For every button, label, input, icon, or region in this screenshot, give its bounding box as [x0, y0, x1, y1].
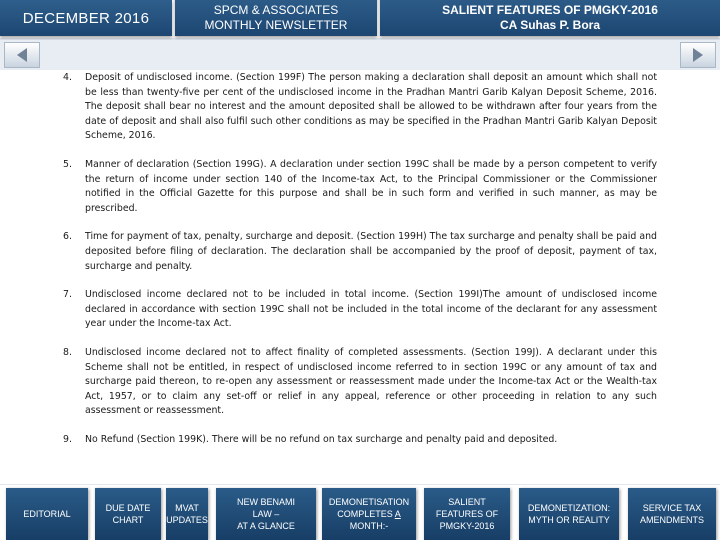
list-item	[63, 158, 657, 216]
item-text: Time for payment of tax, penalty, surcharge and deposit. (Section 199H) The tax surcharge and penalty shall be paid and deposited before filing of declaration. The declaration shall be accompanied by the proof of deposit, payment of tax, surcharge and penalty.	[85, 231, 657, 272]
article-heading: SALIENT FEATURES OF PMGKY-2016	[442, 3, 658, 17]
article-author: CA Suhas P. Bora	[499, 18, 601, 32]
item-text: Undisclosed income declared not to be included in total income. (Section 199I)The amount of undisclosed income declared in accordance with section 199C shall not be included in the total income of the declarant for any assessment year under the Income-tax Act.	[85, 289, 657, 330]
benami-label: NEW BENAMI LAW – AT A GLANCE	[236, 497, 295, 531]
demonetisation-label	[329, 496, 409, 532]
item-text: Manner of declaration (Section 199G). A declaration under section 199C shall be made by a person competent to verify the return of income under section 140 of the Income-tax Act, to the Principal Commissioner or the Commissioner notified in the Official Gazette for this purpose and shall be in such form and verified in such manner, as may be prescribed.	[85, 158, 657, 214]
next-page-button[interactable]	[680, 42, 716, 68]
benami-law-link[interactable]	[216, 488, 316, 540]
list-item	[63, 230, 657, 274]
myth-or-reality-link[interactable]	[519, 488, 619, 540]
article-body	[0, 70, 720, 484]
editorial-label: EDITORIAL	[23, 509, 71, 519]
triangle-left-icon	[15, 47, 29, 63]
previous-page-button[interactable]	[4, 42, 40, 68]
firm-name: SPCM & ASSOCIATES	[213, 3, 339, 17]
salient-label: SALIENT FEATURES OF PMGKY-2016	[435, 497, 499, 531]
service-tax-label: SERVICE TAX AMENDMENTS	[639, 503, 704, 525]
footer-nav	[0, 485, 720, 540]
demonetisation-link[interactable]	[322, 488, 416, 540]
header	[0, 0, 720, 38]
item-number: 4.	[63, 72, 72, 83]
due-date-chart-link[interactable]	[95, 488, 161, 540]
newsletter-name: MONTHLY NEWSLETTER	[204, 18, 348, 32]
due-date-label: DUE DATE CHART	[105, 503, 151, 525]
item-number: 6.	[63, 231, 72, 243]
item-number: 8.	[63, 346, 72, 358]
demonetisation-label-start: DEMONETISATION COMPLETES	[328, 497, 410, 519]
salient-features-link[interactable]	[424, 488, 510, 540]
mvat-updates-link[interactable]	[166, 488, 208, 540]
nav-bar	[0, 40, 720, 70]
service-tax-link[interactable]	[628, 488, 716, 540]
demonetisation-label-a: A	[394, 509, 401, 519]
item-number: 7.	[63, 289, 72, 301]
list-item	[63, 71, 657, 144]
demonetisation-label-end: MONTH:-	[349, 521, 389, 531]
firm-title	[175, 0, 377, 36]
mvat-label: MVAT UPDATES	[166, 503, 208, 525]
list-item	[63, 433, 657, 448]
list-item	[63, 288, 657, 332]
item-number: 5.	[63, 158, 72, 170]
month-text: DECEMBER 2016	[22, 9, 150, 27]
item-text: Deposit of undisclosed income. (Section 199F) The person making a declaration shall deposit an amount which shall not be less than twenty-five per cent of the undisclosed income in the Pradhan Mantri Garib Kalyan Deposit Scheme, 2016. The deposit shall bear no interest and the amount deposited shall be allowed to be withdrawn after four years from the date of deposit and shall also fulfil such other conditions as may be specified in the Pradhan Mantri Garib Kalyan Deposit Scheme, 2016.	[85, 72, 657, 142]
item-text: Undisclosed income declared not to affect finality of completed assessments. (Section 199J). A declarant under this Scheme shall not be entitled, in respect of undisclosed income referred to in section 199C or any amount of tax and surcharge paid thereon, to re-open any assessment or reassessment made under the Income-tax Act or the Wealth-tax Act, 1957, or to claim any set-off or relief in any appeal, reference or other proceeding in relation to any such assessment or reassessment.	[85, 346, 657, 417]
article-title	[380, 0, 720, 36]
item-number: 9.	[63, 433, 72, 445]
editorial-link[interactable]	[6, 488, 88, 540]
myth-label: DEMONETIZATION: MYTH OR REALITY	[527, 503, 611, 525]
item-text: No Refund (Section 199K). There will be no refund on tax surcharge and penalty paid and deposited.	[85, 433, 558, 445]
triangle-right-icon	[691, 47, 705, 63]
list-item	[63, 346, 657, 419]
month-label	[0, 0, 172, 36]
